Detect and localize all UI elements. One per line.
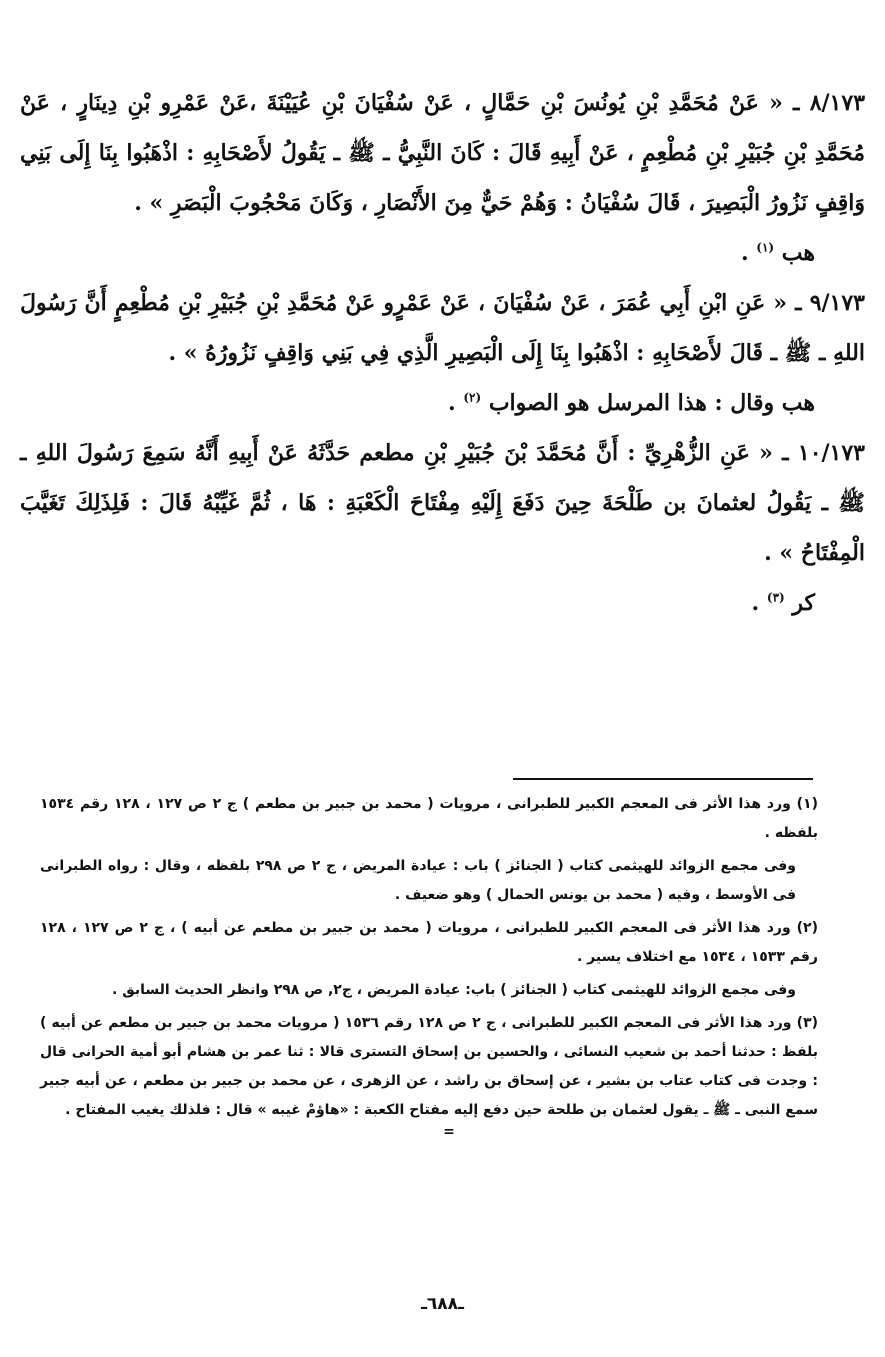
footnote-ref: (١) — [756, 240, 775, 255]
hadith-number: ٨/١٧٣ ـ — [793, 90, 866, 116]
footnote-ref: (٢) — [463, 390, 482, 405]
hadith-text: « عَنِ ابْنِ أَبِي عُمَرَ ، عَنْ سُفْيَانَ ، عَنْ عَمْرٍو عَنْ مُحَمَّدِ بْنِ جُبَيْرِ بْنِ مُطْعِمٍ أَنَّ رَسُولَ اللهِ ـ ﷺ ـ قَالَ لأَصْحَابِهِ : اذْهَبُوا بِنَا إِلَى الْبَصِيرِ الَّذِي فِي بَنِي وَاقِفٍ نَزُورُهُ » . — [20, 290, 865, 366]
footnote-1: (١) ورد هذا الأثر فى المعجم الكبير للطبرانى ، مرويات ( محمد بن جبير بن مطعم ) ج ٢ ص ١٢٧ ، ١٢٨ رقم ١٥٣٤ بلفظه . — [40, 796, 818, 841]
hadith-entry — [20, 278, 865, 378]
continuation-mark: = — [443, 1124, 455, 1140]
hadith-entry — [20, 78, 865, 228]
hadith-source — [20, 228, 865, 278]
footnote-2: (٢) ورد هذا الأثر فى المعجم الكبير للطبرانى ، مرويات ( محمد بن جبير بن مطعم عن أبيه ) ، ج ٢ ص ١٢٧ ، ١٢٨ رقم ١٥٣٣ ، ١٥٣٤ مع اختلاف يسير . — [40, 920, 818, 965]
hadith-text: « عَنِ الزُّهْرِيِّ : أَنَّ مُحَمَّدَ بْنَ جُبَيْرِ بْنِ مطعم حَدَّثَهُ عَنْ أَبِيهِ أَنَّهُ سَمِعَ رَسُولَ اللهِ ـ ﷺ ـ يَقُولُ لعثمانَ بن طَلْحَةَ حِينَ دَفَعَ إِلَيْهِ مِفْتَاحَ الْكَعْبَةِ : هَا ، ثُمَّ غَيِّبْهُ قَالَ : فَلِذَلِكَ تَغَيَّبَ الْمِفْتَاحُ » . — [20, 440, 865, 566]
hadith-text: « عَنْ مُحَمَّدِ بْنِ يُونُسَ بْنِ حَمَّالٍ ، عَنْ سُفْيَانَ بْنِ عُيَيْنَةَ ،عَنْ عَمْرِو بْنِ دِينَارٍ ، عَنْ مُحَمَّدِ بْنِ جُبَيْرِ بْنِ مُطْعِمٍ ، عَنْ أَبِيهِ قَالَ : كَانَ النَّبِيُّ ـ ﷺ ـ يَقُولُ لأَصْحَابِهِ : اذْهَبُوا بِنَا إِلَى بَنِي وَاقِفٍ نَزُورُ الْبَصِيرَ ، قَالَ سُفْيَانُ : وَهُمْ حَيٌّ مِنَ الأَنْصَارِ ، وَكَانَ مَحْجُوبَ الْبَصَرِ » . — [20, 90, 865, 216]
hadith-entry — [20, 428, 865, 578]
source-end: . — [740, 240, 749, 266]
footnote-1-continued: وفى مجمع الزوائد للهيثمى كتاب ( الجنائز ) باب : عيادة المريض ، ج ٢ ص ٢٩٨ بلفظه ، وقال : رواه الطبرانى فى الأوسط ، وفيه ( محمد بن يونس الحمال ) وهو ضعيف . — [40, 858, 796, 903]
hadith-number: ١٠/١٧٣ ـ — [782, 440, 865, 466]
page-number: ـ٦٨٨ـ — [421, 1294, 464, 1314]
hadith-body — [20, 78, 865, 628]
footnote-divider — [513, 778, 813, 780]
hadith-number: ٩/١٧٣ ـ — [795, 290, 865, 316]
source-label: هب — [781, 240, 815, 266]
source-end: . — [751, 590, 760, 616]
footnote-3: (٣) ورد هذا الأثر فى المعجم الكبير للطبرانى ، ج ٢ ص ١٢٨ رقم ١٥٣٦ ( مرويات محمد بن جبير بن مطعم عن أبيه ) بلفظ : حدثنا أحمد بن شعيب النسائى ، والحسين بن إسحاق التسترى قالا : ثنا عمر بن هشام أبو أمية الحرانى قال : وجدت فى كتاب عتاب بن بشير ، عن إسحاق بن راشد ، عن الزهرى ، عن محمد بن جبير بن مطعم ، عن أبيه جبير سمع النبى ـ ﷺ ـ يقول لعثمان بن طلحة حين دفع إليه مفتاح الكعبة : «هاؤمْ غيبه » قال : فلذلك يغيب المفتاح . — [40, 1015, 819, 1118]
hadith-source — [20, 578, 865, 628]
hadith-source — [20, 378, 865, 428]
footnote-2-continued: وفى مجمع الزوائد للهيثمى كتاب ( الجنائز ) باب: عيادة المريض ، ج٢, ص ٢٩٨ وانظر الحديث السابق . — [112, 982, 796, 998]
footnotes — [40, 790, 819, 1140]
source-label: كر — [792, 590, 815, 616]
source-label: هب وقال : هذا المرسل هو الصواب — [488, 390, 815, 416]
footnote-ref: (٣) — [766, 590, 785, 605]
source-end: . — [447, 390, 456, 416]
